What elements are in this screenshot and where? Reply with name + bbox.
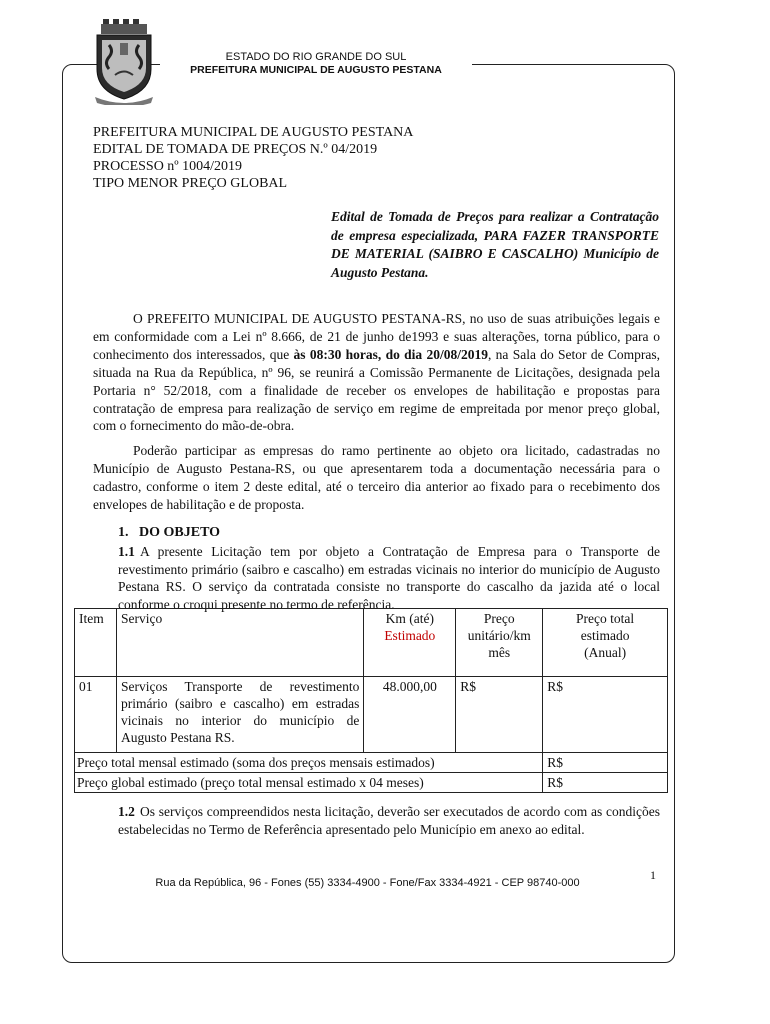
global-total-label: Preço global estimado (preço total mensal estimado x 04 meses) (75, 773, 543, 793)
header-item: Item (75, 609, 117, 677)
item-1-1-text: A presente Licitação tem por objeto a Contratação de Empresa para o Transporte de revestimento primário (saibro e cascalho) em estradas vicinais no interior do município de Augusto Pestana RS. O serviço da contratada consiste no transporte do cascalho da jazida até o local conforme o croqui presente no termo de referência. (118, 544, 660, 612)
item-1-2-number: 1.2 (118, 804, 135, 819)
table-row (75, 677, 668, 753)
table-row-monthly-total (75, 753, 668, 773)
header-km-line1: Km (até) (385, 611, 434, 626)
title-block (93, 124, 413, 192)
section-heading-objeto: 1. DO OBJETO (118, 525, 221, 540)
header-unit-price-line1: Preço (483, 611, 515, 626)
header-total-price (543, 609, 668, 677)
row-service: Serviços Transporte de revestimento primário (saibro e cascalho) em estradas vicinais no interior do município de Augusto Pestana RS. (116, 677, 363, 753)
row-km: 48.000,00 (364, 677, 456, 753)
item-1-1 (118, 543, 660, 613)
title-line-processo: PROCESSO nº 1004/2019 (93, 159, 243, 174)
header-unit-price (456, 609, 543, 677)
monthly-total-label: Preço total mensal estimado (soma dos preços mensais estimados) (75, 753, 543, 773)
monthly-total-value: R$ (543, 753, 668, 773)
edital-subject: Edital de Tomada de Preços para realizar a Contratação de empresa especializada, PARA FAZER TRANSPORTE DE MATERIAL (SAIBRO E CASCALHO) Município de Augusto Pestana. (331, 209, 659, 280)
header-service: Serviço (116, 609, 363, 677)
header-unit-price-line2: unitário/km (467, 628, 531, 643)
row-unit-price: R$ (456, 677, 543, 753)
participation-text: Poderão participar as empresas do ramo pertinente ao objeto ora licitado, cadastradas no Município de Augusto Pestana-RS, ou que apresentarem toda a documentação necessária para o cadastro, conforme o item 2 deste edital, até o terceiro dia anterior ao fixado para o recebimento dos envelopes de habilitação e de proposta. (93, 443, 660, 512)
title-line-tipo: TIPO MENOR PREÇO GLOBAL (93, 176, 288, 191)
item-1-1-number: 1.1 (118, 544, 135, 559)
row-item: 01 (75, 677, 117, 753)
page-number: 1 (650, 868, 656, 882)
header-total-price-line3: (Anual) (584, 645, 627, 660)
header-state: ESTADO DO RIO GRANDE DO SUL (225, 51, 407, 63)
title-line-edital: EDITAL DE TOMADA DE PREÇOS N.º 04/2019 (93, 142, 378, 157)
coat-of-arms-logo (93, 19, 155, 105)
row-total-price: R$ (543, 677, 668, 753)
header-municipality: PREFEITURA MUNICIPAL DE AUGUSTO PESTANA (190, 64, 442, 76)
participation-paragraph (93, 442, 660, 514)
title-line-prefeitura: PREFEITURA MUNICIPAL DE AUGUSTO PESTANA (93, 125, 414, 140)
preamble-paragraph (93, 310, 660, 435)
header-km-estimado: Estimado (384, 628, 436, 643)
preamble-date-time: às 08:30 horas, do dia 20/08/2019 (293, 346, 488, 362)
header-km (364, 609, 456, 677)
header-total-price-line1: Preço total (576, 611, 635, 626)
header-total-price-line2: estimado (580, 628, 630, 643)
preamble-text-a: O PREFEITO MUNICIPAL DE AUGUSTO PESTANA-RS, no uso de suas atribuições legais e em conformidade com a Lei nº 8.666, de 21 de junho de1993 e suas alterações, torna público, para o conhecimento dos interessados, que (93, 311, 660, 362)
table-header-row (75, 609, 668, 677)
table-row-global-total (75, 773, 668, 793)
global-total-value: R$ (543, 773, 668, 793)
price-table (74, 608, 668, 793)
item-1-2 (118, 803, 660, 839)
footer-address: Rua da República, 96 - Fones (55) 3334-4900 - Fone/Fax 3334-4921 - CEP 98740-000 (155, 877, 580, 889)
item-1-2-text: Os serviços compreendidos nesta licitação, deverão ser executados de acordo com as condições estabelecidas no Termo de Referência apresentado pelo Município em anexo ao edital. (118, 804, 660, 837)
preamble-text-b: , na Sala do Setor de Compras, situada na Rua da República, nº 96, se reunirá a Comissão Permanente de Licitações, designada pela Portaria n° 52/2018, com a finalidade de receber os envelopes de habilitação e propostas para contratação de empresa para realização de serviço em regime de empreitada por menor preço global, com o fornecimento do mão-de-obra. (93, 346, 661, 434)
header-unit-price-line3: mês (488, 645, 511, 660)
